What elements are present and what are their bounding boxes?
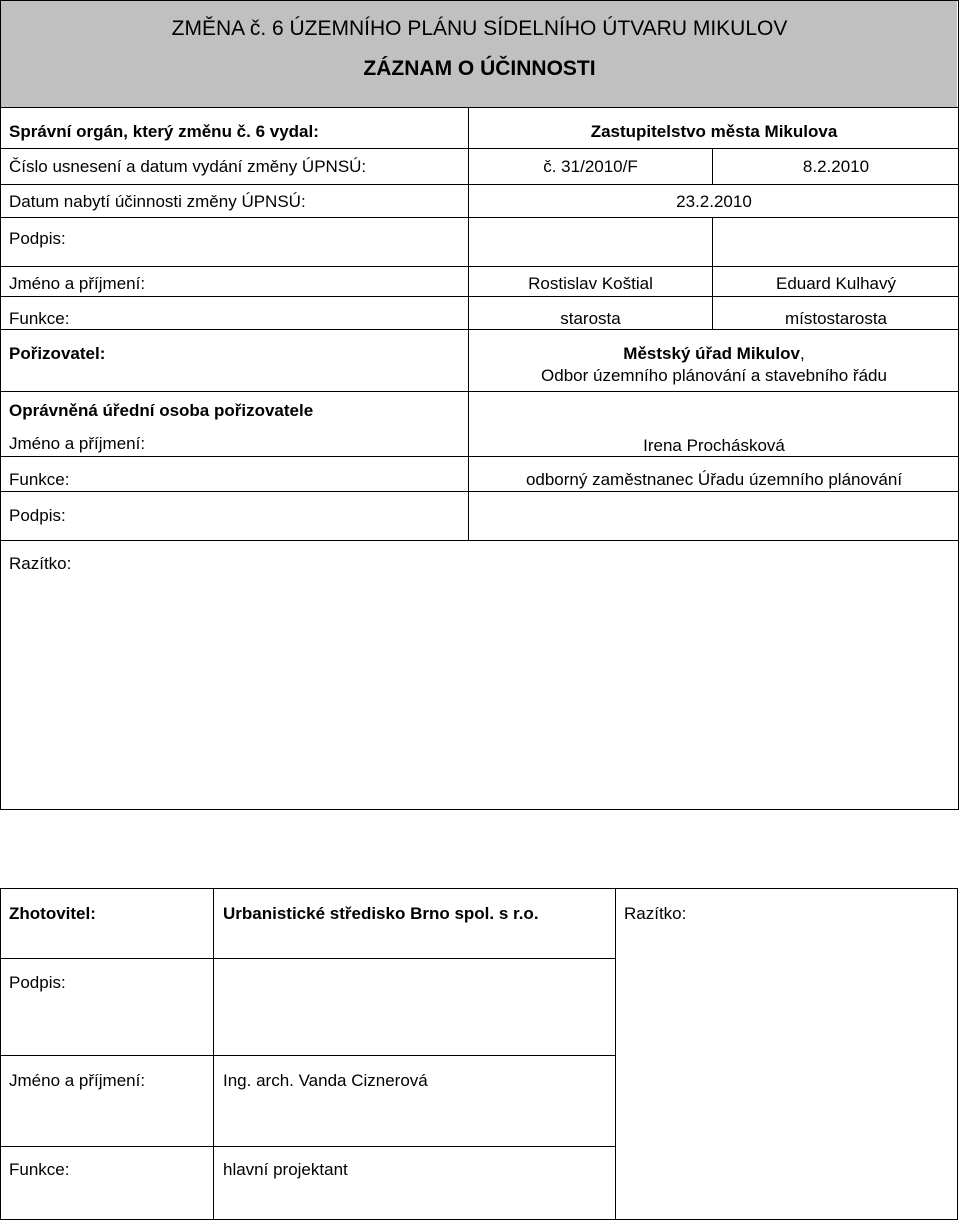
resolution-date: 8.2.2010 bbox=[802, 157, 870, 176]
contractor-value: Urbanistické středisko Brno spol. s r.o. bbox=[223, 904, 539, 923]
contractor-label: Zhotovitel: bbox=[9, 904, 96, 923]
authority-value: Zastupitelstvo města Mikulova bbox=[590, 122, 838, 141]
divider bbox=[0, 1055, 615, 1056]
deputy-mayor-function: místostarosta bbox=[784, 309, 888, 328]
signature-label: Podpis: bbox=[9, 229, 66, 248]
authority-label: Správní orgán, který změnu č. 6 vydal: bbox=[9, 122, 319, 141]
acquirer-office-name: Městský úřad Mikulov bbox=[623, 344, 800, 363]
divider bbox=[0, 107, 959, 108]
divider bbox=[0, 266, 959, 267]
acquirer-label: Pořizovatel: bbox=[9, 344, 106, 363]
divider bbox=[0, 148, 959, 149]
divider bbox=[0, 329, 959, 330]
acquirer-department: Odbor územního plánování a stavebního řádu bbox=[541, 366, 887, 385]
column-divider bbox=[615, 888, 616, 1220]
mayor-name: Rostislav Koštial bbox=[528, 274, 653, 293]
divider bbox=[0, 540, 959, 541]
resolution-number: č. 31/2010/F bbox=[543, 157, 638, 176]
effective-date-label: Datum nabytí účinnosti změny ÚPNSÚ: bbox=[9, 192, 306, 211]
divider bbox=[0, 456, 959, 457]
contractor-form-frame bbox=[0, 888, 958, 1220]
contractor-stamp-label: Razítko: bbox=[624, 904, 687, 923]
divider bbox=[0, 296, 959, 297]
contractor-signature-label: Podpis: bbox=[9, 973, 66, 992]
divider bbox=[0, 391, 959, 392]
acquirer-function-label: Funkce: bbox=[9, 470, 70, 489]
acquirer-signature-label: Podpis: bbox=[9, 506, 66, 525]
acquirer-office bbox=[469, 344, 959, 364]
contractor-name-value: Ing. arch. Vanda Ciznerová bbox=[223, 1071, 428, 1090]
divider bbox=[0, 491, 959, 492]
document-subtitle: ZÁZNAM O ÚČINNOSTI bbox=[363, 57, 596, 80]
mayor-function: starosta bbox=[560, 309, 621, 328]
divider bbox=[0, 217, 959, 218]
acquirer-stamp-label: Razítko: bbox=[9, 554, 72, 573]
acquirer-name-label: Jméno a příjmení: bbox=[9, 434, 146, 453]
divider bbox=[0, 184, 959, 185]
document-title: ZMĚNA č. 6 ÚZEMNÍHO PLÁNU SÍDELNÍHO ÚTVARU MIKULOV bbox=[171, 17, 788, 40]
deputy-mayor-name: Eduard Kulhavý bbox=[775, 274, 897, 293]
acquirer-office-comma: , bbox=[799, 344, 805, 363]
column-divider bbox=[213, 888, 214, 1220]
name-label: Jméno a příjmení: bbox=[9, 274, 146, 293]
effective-date-value: 23.2.2010 bbox=[676, 192, 752, 211]
acquirer-function-value: odborný zaměstnanec Úřadu územního plánování bbox=[525, 470, 903, 489]
contractor-function-label: Funkce: bbox=[9, 1160, 70, 1179]
divider bbox=[0, 1146, 615, 1147]
contractor-function-value: hlavní projektant bbox=[223, 1160, 348, 1179]
contractor-name-label: Jméno a příjmení: bbox=[9, 1071, 146, 1090]
divider bbox=[0, 958, 615, 959]
authorized-person-label: Oprávněná úřední osoba pořizovatele bbox=[9, 401, 314, 420]
acquirer-name-value: Irena Prochásková bbox=[643, 436, 785, 455]
resolution-label: Číslo usnesení a datum vydání změny ÚPNSÚ: bbox=[9, 157, 367, 176]
function-label: Funkce: bbox=[9, 309, 70, 328]
